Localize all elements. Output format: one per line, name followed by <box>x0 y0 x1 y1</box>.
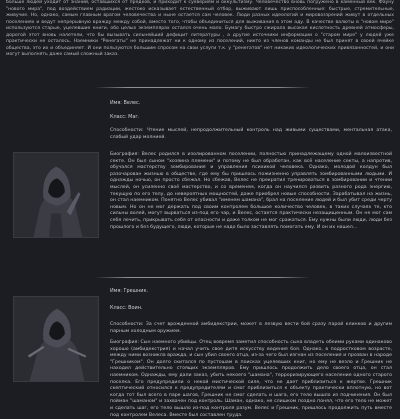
character-abilities: Способности: Чтение мыслей, непродолжительный контроль над живыми существами, ментальная атака, слабый удар молнией. <box>110 128 392 140</box>
intro-text: больше людей уходит от знаний, оставшихся от предков, и приходит к суевериям и оккультизму. Человечество вновь погружено в каменный век. Фауну "нового мира", под воздействием радиации, жестоко исказывает естественный отбор, выживают лишь приспособленные: быстрые, стремительные, живучие. Но, однако, самым главным врагом человечества и ныне остается сам человек. Люди разных идеологий и мировоззрений живут в отдельных поселениях и ведут непрерывную вражду между собой, вместо того, чтобы объединиться для выживания в этом аду. В качестве валюты в "новом мире" используются старые, уцелевшие книги, обо целых экземплярах остался очень мало. Бумагу быстро сжирала высокая кислотность древней атмосферы, дорогой этот вновь налетели, что бы вызывать сильнейший дефицит литературы , а другие источники информации о "старом мире" у людей уже практически не осталось. Наемники "Ренегаты" не принадлежат ни к одному из поселений, никто из членов команды не был принят в своей ячейке общества, это их и объединяет. И они пользуются большим спросом на свои услуги т.к. у "ренегатов" нет никаких идеологических привязанностей, и они могут выполнять даже самый сложный заказ. <box>6 0 394 57</box>
character-name: Имя: Грешник. <box>110 288 148 294</box>
divider-middle <box>95 277 310 278</box>
hooded-warrior-icon <box>14 297 98 381</box>
character-class: Класс: Воин. <box>110 305 143 311</box>
character-portrait-greshnik <box>13 296 99 382</box>
hooded-figure-icon <box>14 153 98 237</box>
character-biography: Биография: Велес родился в изолированном поселении, полностью принадлежащему одной малоизвестной секте. Он был сыном "хозяина племени" и потому не был обработан, как всё население секты, а напротив, обучался мастерству зомбирования и управления психикой человека. Однако, молодой колдун был разочарован жизнью в обществе, где ему бы пришлось пожизненно управлять зомбированными людьми. И однажды ночью, он просто сбежал. Но сбежав, Велес не прекратил тренироваться в зомбировании и чтении мыслей, он усиленно своё мастерство, и со временем, когда он научился развить разного рода энергию, текущую по его телу, до невероятных мощностей, даже приобрел новые способности. Зарабатывал на жизнь, он стал наемником. Понятно Велес убивал "именем шамана", брал на поселение людей и был убит среди черту новым. Но он не мог держать под своим контролем большое количество человек, в таких случаях те, кто сильны волей, могут вырваться из-под его чар, и Велес, остается практически незащищенным. Он не мог сам себя лечить, прикрывать себя от опасности и даже толком не мог сражаться. Ему нужны были люди, люди без прошлого и без будущего, люди, которые не надо было заставлять помогать ему. И он их нашел… <box>110 152 392 230</box>
character-entry-veles <box>0 90 400 270</box>
character-class: Класс: Маг. <box>110 114 140 120</box>
character-name: Имя: Велес. <box>110 100 141 106</box>
character-portrait-veles <box>13 152 99 238</box>
character-biography: Биография: Сын наемного убийцы. Отец вовремя заметил способность сына владеть обеими руками одинаково хорошо (амбидекстрия) и начал учить свое дитя искусству ведения боя. Однако, в подростковом возрасте, между ними возникла вражда, и сын убил своего отца, из-за чего был изгнан из поселения и прозван в народе "Грешником". Он долго скитался по пустошам в поисках уцелевших книг, но ему не везло и Грешник не находил действительно стоящих экземпляров. Ему пришлось продолжить дело своего отца, он стал наемником. Однажды, ему дали заказ, убить некоего "шамана", терроризирующего население одного старого поселка. Его предупредили о некой мистической силе, что не дает приблизиться к жертве. Грешник скептический относился к предупредителям и смог приблизиться к объекту практически вплотную, но вот когда тот был всего в паре шагов, Грешник не смог сделать и шага, его тело вышло из подчинения. Он был пойман "шаманом" и захвачен под контроль. Шаман, однако, не слишком поздно понял, что его тело не может и сделать шаг, его тело вышло из-под контроля разум. Велес и Грешник, пришлось продолжить путь вместе под контролем Велеса. Вместе был составлен труда. <box>110 340 392 418</box>
character-entry-greshnik <box>0 282 400 418</box>
divider-top <box>95 87 310 88</box>
character-abilities: Способности: За счет врожденной амбидекстрии, может в лезвую вести бой сразу парой клинков и другим парным холодным оружием. <box>110 322 392 334</box>
